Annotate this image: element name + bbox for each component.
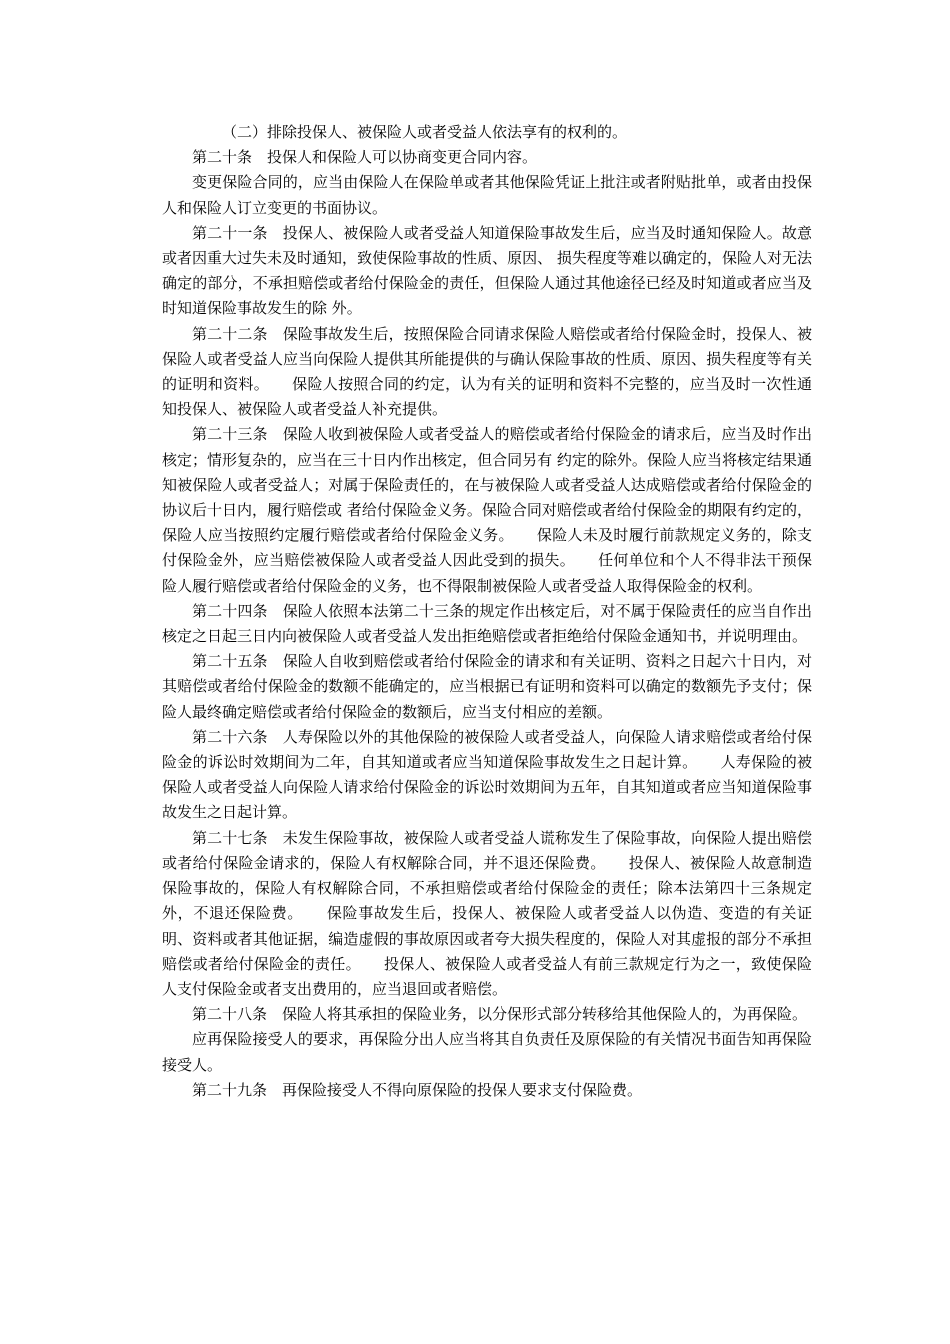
article-20-paragraph-2: 变更保险合同的，应当由保险人在保险单或者其他保险凭证上批注或者附贴批单，或者由投保人和保险人订立变更的书面协议。: [162, 173, 812, 217]
article-28: 第二十八条 保险人将其承担的保险业务，以分保形式部分转移给其他保险人的，为再保险。: [192, 1005, 808, 1024]
clause-item-2: （二）排除投保人、被保险人或者受益人依法享有的权利的。: [222, 123, 628, 141]
article-23: 第二十三条 保险人收到被保险人或者受益人的赔偿或者给付保险金的请求后，应当及时作出核定；情形复杂的，应当在三十日内作出核定，但合同另有 约定的除外。保险人应当将核定结果通知被保险人或者受益人；对属于保险责任的，在与被保险人或者受益人达成赔偿或者给付保险金的协议后十日内，履行赔偿或 者给付保险金义务。保险合同对赔偿或者给付保险金的期限有约定的，保险人应当按照约定履行赔偿或者给付保险金义务。 保险人未及时履行前款规定义务的，除支付保险金外，应当赔偿被保险人或者受益人因此受到的损失。 任何单位和个人不得非法干预保险人履行赔偿或者给付保险金的义务，也不得限制被保险人或者受益人取得保险金的权利。: [162, 425, 812, 595]
article-20: 第二十条 投保人和保险人可以协商变更合同内容。: [192, 148, 538, 167]
article-22: 第二十二条 保险事故发生后，按照保险合同请求保险人赔偿或者给付保险金时，投保人、被保险人或者受益人应当向保险人提供其所能提供的与确认保险事故的性质、原因、损失程度等有关的证明和资料。 保险人按照合同的约定，认为有关的证明和资料不完整的，应当及时一次性通知投保人、被保险人或者受益人补充提供。: [162, 324, 812, 419]
article-25: 第二十五条 保险人自收到赔偿或者给付保险金的请求和有关证明、资料之日起六十日内，对其赔偿或者给付保险金的数额不能确定的，应当根据已有证明和资料可以确定的数额先予支付；保险人最终确定赔偿或者给付保险金的数额后，应当支付相应的差额。: [162, 652, 812, 721]
document-page: [162, 120, 812, 1103]
article-29: 第二十九条 再保险接受人不得向原保险的投保人要求支付保险费。: [192, 1080, 643, 1099]
article-26: 第二十六条 人寿保险以外的其他保险的被保险人或者受益人，向保险人请求赔偿或者给付保险金的诉讼时效期间为二年，自其知道或者应当知道保险事故发生之日起计算。 人寿保险的被保险人或者受益人向保险人请求给付保险金的诉讼时效期间为五年，自其知道或者应当知道保险事故发生之日起计算。: [162, 727, 812, 822]
article-28-paragraph-2: 应再保险接受人的要求，再保险分出人应当将其自负责任及原保险的有关情况书面告知再保险接受人。: [162, 1030, 812, 1074]
article-21: 第二十一条 投保人、被保险人或者受益人知道保险事故发生后，应当及时通知保险人。故意或者因重大过失未及时通知，致使保险事故的性质、原因、 损失程度等难以确定的，保险人对无法确定的部分，不承担赔偿或者给付保险金的责任，但保险人通过其他途径已经及时知道或者应当及时知道保险事故发生的除 外。: [162, 223, 812, 318]
article-27: 第二十七条 未发生保险事故，被保险人或者受益人谎称发生了保险事故，向保险人提出赔偿或者给付保险金请求的，保险人有权解除合同，并不退还保险费。 投保人、被保险人故意制造保险事故的，保险人有权解除合同，不承担赔偿或者给付保险金的责任；除本法第四十三条规定外，不退还保险费。 保险事故发生后，投保人、被保险人或者受益人以伪造、变造的有关证明、资料或者其他证据，编造虚假的事故原因或者夸大损失程度的，保险人对其虚报的部分不承担赔偿或者给付保险金的责任。 投保人、被保险人或者受益人有前三款规定行为之一，致使保险人支付保险金或者支出费用的，应当退回或者赔偿。: [162, 828, 812, 998]
article-24: 第二十四条 保险人依照本法第二十三条的规定作出核定后，对不属于保险责任的应当自作出核定之日起三日内向被保险人或者受益人发出拒绝赔偿或者拒绝给付保险金通知书，并说明理由。: [162, 601, 812, 646]
